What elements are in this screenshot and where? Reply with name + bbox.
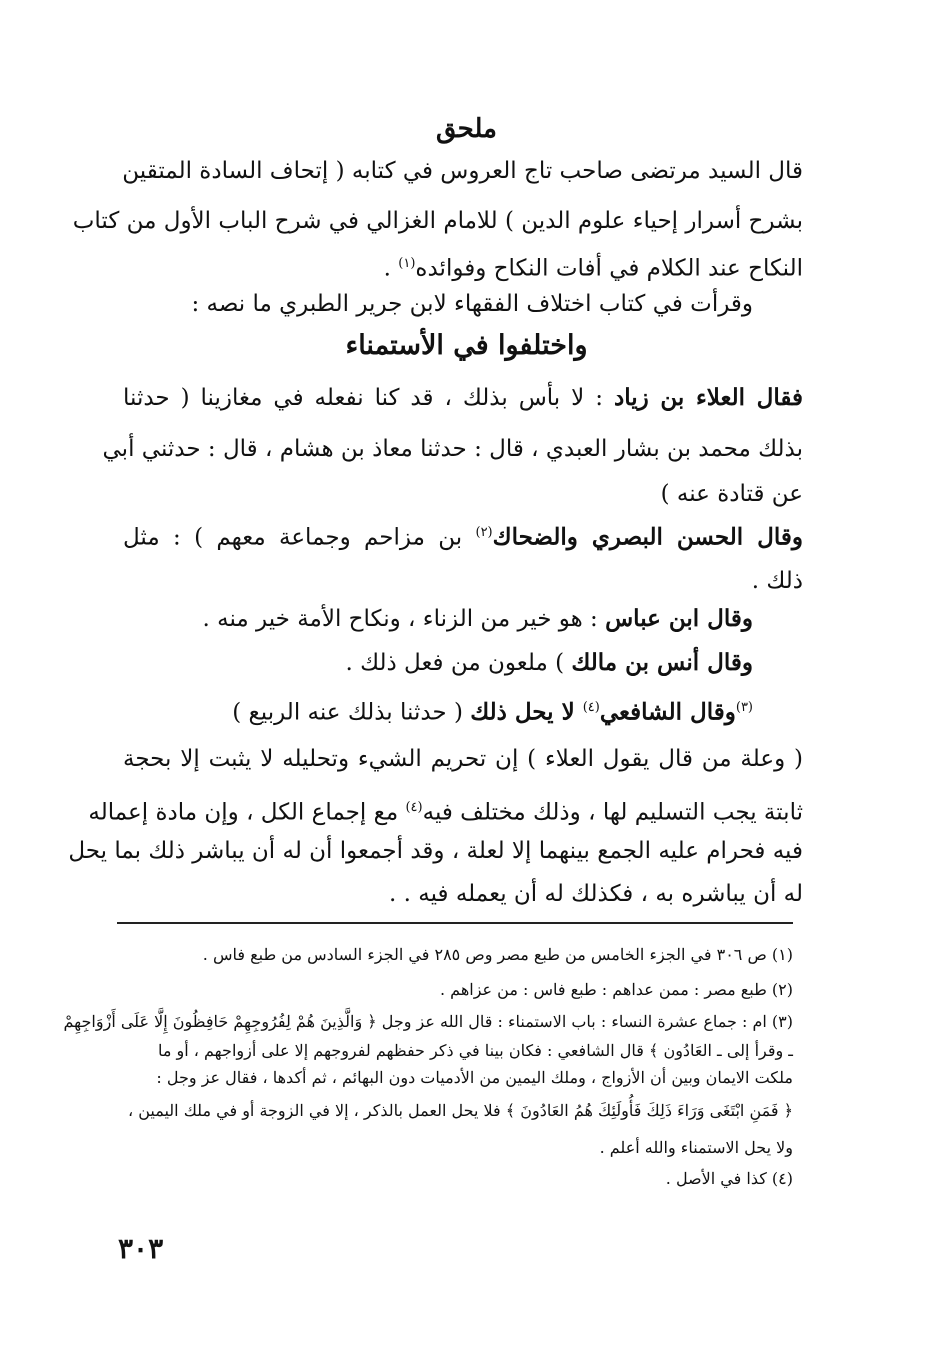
footnote-4: (٤) كذا في الأصل . — [665, 1169, 793, 1188]
footnote-ref-1: (١) — [398, 256, 416, 271]
body-p1-line-1-text: : لا بأس بذلك ، قد كنا نفعله في مغازينا ( حدثنا — [123, 385, 614, 411]
footnote-3-line-4: ﴿ فَمَنِ ابْتَغَى وَرَاءَ ذَلِكَ فَأُولَئِكَ هُمُ العَادُونَ ﴾ فلا يحل العمل بالذكر ، إلا في الزوجة أو في ملك اليمين ، — [127, 1101, 793, 1120]
footnote-ref-2: (٢) — [475, 525, 493, 540]
page-number: ٣٠٣ — [118, 1232, 164, 1265]
footnote-3-line-5: ولا يحل الاستمناء والله أعلم . — [599, 1138, 793, 1157]
speaker-ibn-abbas: وقال ابن عباس — [605, 605, 753, 632]
body-p6-line-3: فيه فحرام عليه الجمع بينهما إلا لعلة ، وقد أجمعوا أن له أن يباشر ذلك بما يحل — [68, 838, 803, 864]
body-p5 — [123, 690, 753, 731]
body-p2-line-1-text: بن مزاحم وجماعة معهم ) : مثل — [123, 524, 476, 551]
body-p2-line-2: ذلك . — [751, 568, 803, 594]
body-p6-line-1: ( وعلة من قال يقول العلاء ) إن تحريم الشيء وتحليله لا يثبت إلا بحجة — [123, 746, 803, 772]
footnote-3-line-2: ـ وقرأ إلى ـ العَادُون ﴾ قال الشافعي : فكان بينا في ذكر حفظهم لفروجهم إلا على أزواجهم ، أو ما — [157, 1041, 793, 1060]
speaker-ala-bin-ziyad: فقال العلاء بن زياد — [613, 384, 803, 411]
intro-line-4: وقرأت في كتاب اختلاف الفقهاء لابن جرير الطبري ما نصه : — [191, 291, 753, 317]
shafii-ruling: لا يحل ذلك — [470, 698, 583, 726]
intro-line-3-text: النكاح عند الكلام في أفات النكاح وفوائده — [415, 255, 803, 282]
body-p4 — [123, 645, 753, 681]
footnote-ref-3: (٣) — [735, 700, 753, 715]
speaker-anas-bin-malik: وقال أنس بن مالك — [571, 649, 753, 676]
speaker-shafii: وقال الشافعي — [599, 698, 736, 726]
body-p1-line-1 — [123, 380, 803, 416]
body-p6-line-2 — [88, 790, 803, 831]
intro-line-3 — [123, 246, 803, 287]
body-p5-text: ( حدثنا بذلك عنه الربيع ) — [232, 699, 471, 726]
intro-line-3-end: . — [383, 255, 399, 282]
body-p2-line-1 — [123, 515, 803, 556]
footnote-ref-4b: (٤) — [405, 800, 423, 815]
intro-line-1: قال السيد مرتضى صاحب تاج العروس في كتابه ( إتحاف السادة المتقين — [122, 158, 803, 184]
body-p6-line-2-end: مع إجماع الكل ، وإن مادة إعماله — [88, 799, 406, 826]
footnote-3-line-3: ملكت الايمان وبين أن الأزواج ، وملك اليمين من الأدميات دون البهائم ، ثم أكدها ، فقال عز وجل : — [156, 1068, 793, 1087]
section-heading: واختلفوا في الأستمناء — [345, 330, 588, 361]
footnote-2: (٢) طبع مصر : ممن عداهم : طبع فاس : من عزاهم . — [440, 980, 793, 999]
intro-line-2: بشرح أسرار إحياء علوم الدين ) للامام الغزالي في شرح الباب الأول من كتاب — [72, 208, 803, 234]
body-p6-line-4: له أن يباشره به ، فكذلك له أن يعمله فيه . . — [389, 881, 803, 907]
body-p3-text: : هو خير من الزناء ، ونكاح الأمة خير منه . — [202, 606, 606, 632]
footnote-divider — [117, 922, 793, 924]
body-p4-text: ) ملعون من فعل ذلك . — [345, 650, 572, 676]
speaker-hasan-basri: وقال الحسن البصري والضحاك — [492, 523, 803, 551]
footnote-1: (١) ص ٣٠٦ في الجزء الخامس من طبع مصر وص ٢٨٥ في الجزء السادس من طبع فاس . — [202, 945, 793, 964]
page-title: ملحق — [435, 114, 497, 144]
body-p1-line-2: بذلك محمد بن بشار العبدي ، قال : حدثنا معاذ بن هشام ، قال : حدثني أبي — [102, 436, 803, 462]
footnote-ref-4: (٤) — [582, 700, 600, 715]
body-p6-line-2-text: ثابتة يجب التسليم لها ، وذلك مختلف فيه — [422, 799, 803, 826]
body-p1-line-3: عن قتادة عنه ) — [660, 481, 803, 507]
body-p3 — [123, 601, 753, 637]
footnote-3-line-1: (٣) ام : جماع عشرة النساء : باب الاستمناء : قال الله عز وجل ﴿ وَالَّذِينَ هُمْ لِفُرُوجِهِمْ حَافِظُونَ إِلَّا عَلَى أَزْوَاجِهِمْ — [63, 1012, 793, 1031]
